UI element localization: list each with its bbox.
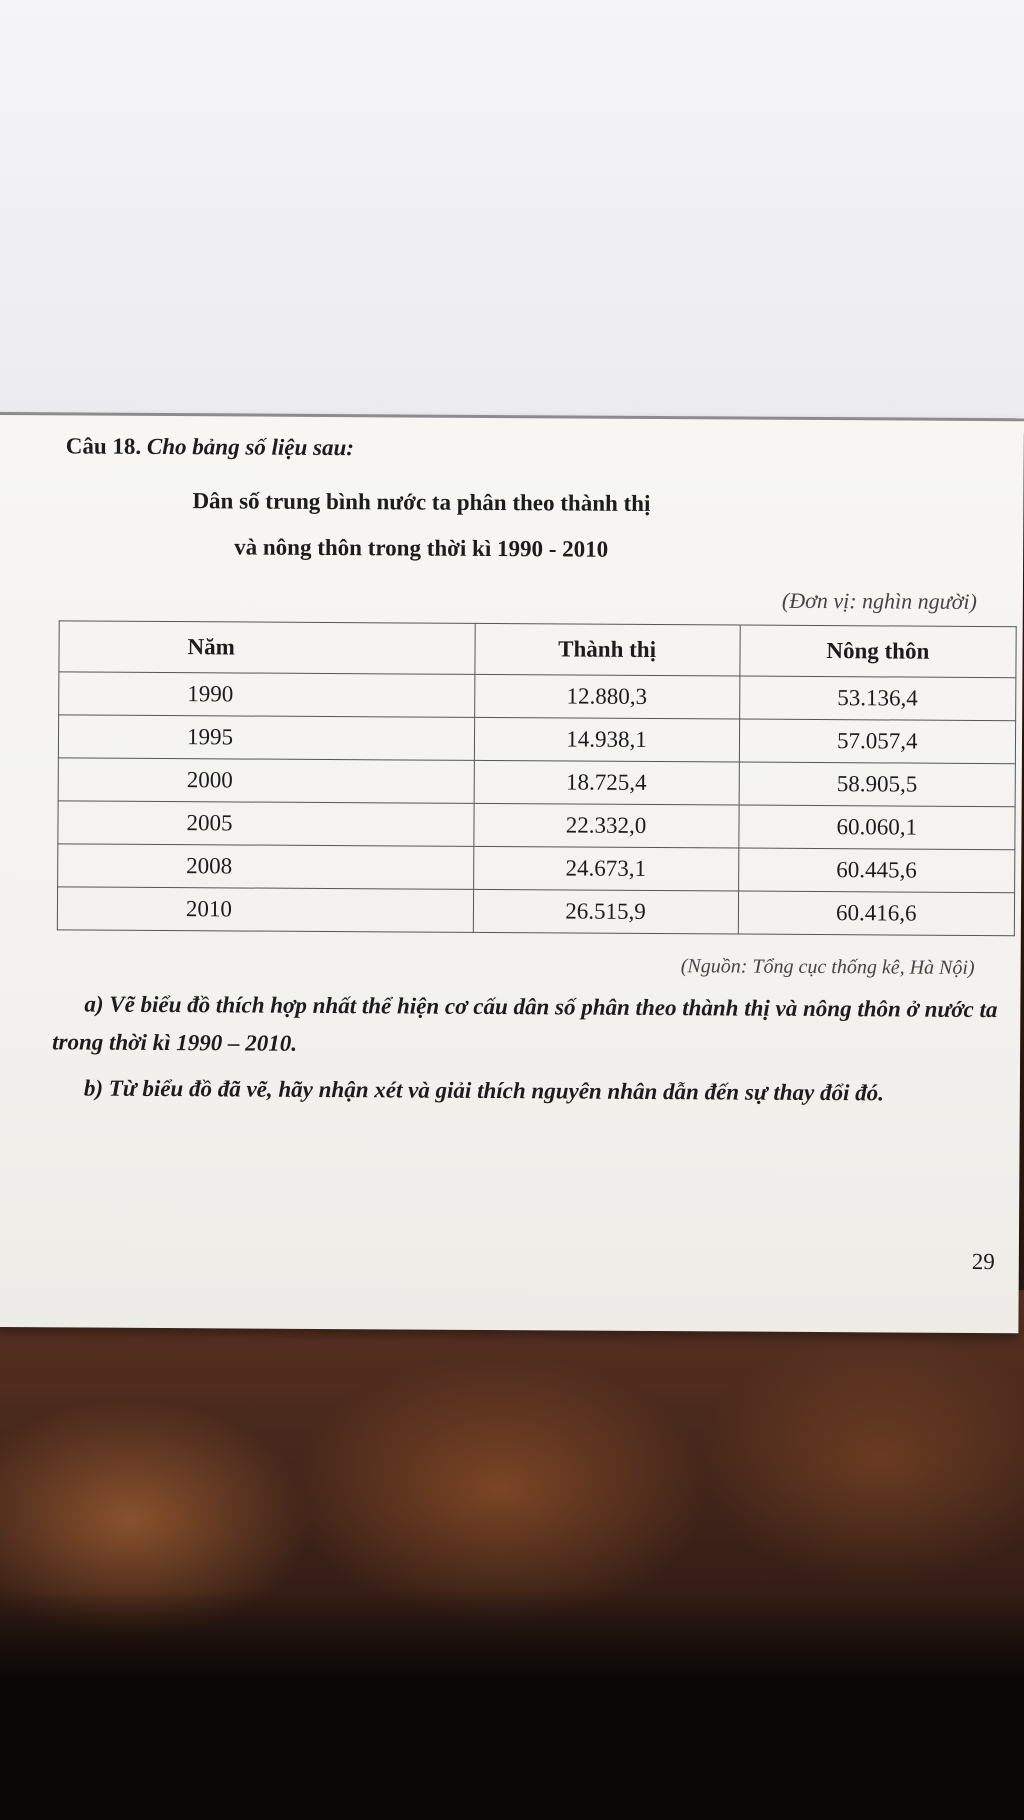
cell-urban: 12.880,3	[474, 674, 739, 719]
cell-urban: 26.515,9	[473, 889, 738, 934]
source-note: (Nguồn: Tổng cục thống kê, Hà Nội)	[680, 955, 975, 979]
cell-urban: 18.725,4	[474, 760, 739, 805]
header-rural: Nông thôn	[739, 625, 1016, 678]
cell-rural: 60.416,6	[738, 891, 1015, 936]
background-shadow	[0, 1590, 1024, 1820]
table-title-line-1: Dân số trung bình nước ta phân theo thành thị	[192, 488, 651, 516]
table-title-line-2: và nông thôn trong thời kì 1990 - 2010	[234, 534, 609, 562]
table-row	[59, 672, 1016, 721]
table-row	[58, 715, 1015, 764]
question-part-a: a) Vẽ biểu đồ thích hợp nhất thể hiện cơ cấu dân số phân theo thành thị và nông thôn ở nước ta trong thời kì 1990 – 2010.	[52, 991, 998, 1056]
cell-rural: 58.905,5	[739, 762, 1016, 807]
question-number: Câu 18.	[65, 433, 142, 459]
cell-year: 2000	[58, 758, 474, 804]
table-row	[58, 801, 1015, 850]
question-header	[66, 433, 354, 461]
table-row	[57, 887, 1014, 936]
table-row	[58, 844, 1015, 893]
cell-urban: 22.332,0	[473, 803, 738, 848]
blank-page-top	[0, 0, 1024, 434]
cell-rural: 57.057,4	[739, 719, 1016, 764]
cell-urban: 24.673,1	[473, 846, 738, 891]
cell-year: 2008	[58, 844, 474, 890]
cell-year: 1995	[58, 715, 474, 761]
header-year: Năm	[59, 621, 475, 675]
unit-note: (Đơn vị: nghìn người)	[781, 587, 977, 614]
cell-year: 2005	[58, 801, 474, 847]
population-table	[57, 620, 1017, 936]
cell-year: 2010	[57, 887, 473, 933]
cell-rural: 60.060,1	[738, 805, 1015, 850]
cell-rural: 53.136,4	[739, 676, 1016, 721]
question-part-b: b) Từ biểu đồ đã vẽ, hãy nhận xét và giải thích nguyên nhân dẫn đến sự thay đổi đó.	[83, 1075, 884, 1106]
question-intro: Cho bảng số liệu sau:	[146, 433, 355, 461]
cell-rural: 60.445,6	[738, 848, 1015, 893]
table-header-row	[59, 621, 1016, 678]
textbook-page	[0, 412, 1024, 1333]
header-urban: Thành thị	[474, 623, 739, 676]
page-number: 29	[971, 1248, 995, 1275]
cell-urban: 14.938,1	[474, 717, 739, 762]
cell-year: 1990	[59, 672, 475, 718]
table-row	[58, 758, 1015, 807]
